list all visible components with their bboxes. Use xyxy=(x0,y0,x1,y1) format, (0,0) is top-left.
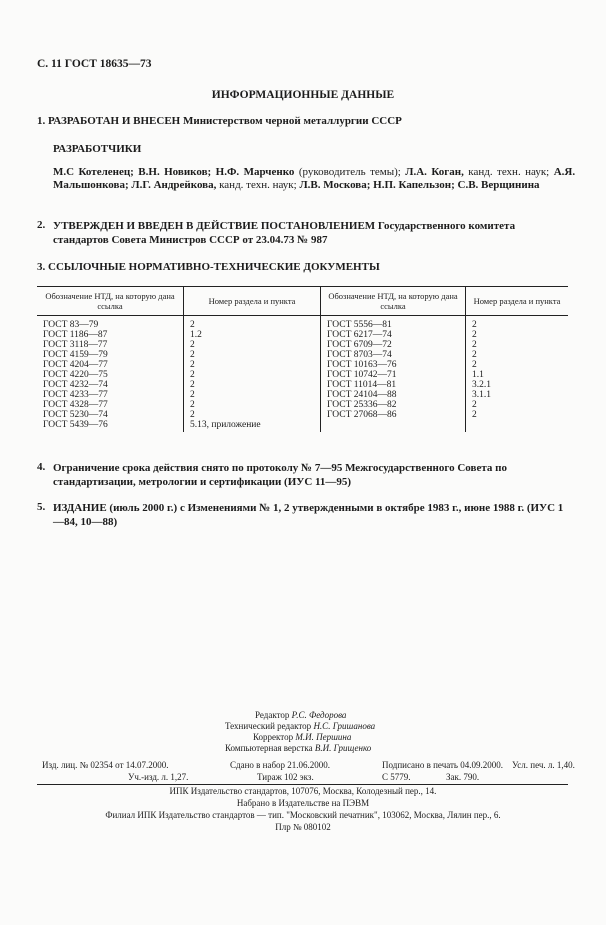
table-cell: ГОСТ 4204—77 xyxy=(43,360,108,370)
table-cell: ГОСТ 3118—77 xyxy=(43,340,108,350)
section-1 xyxy=(37,115,402,127)
credits-block xyxy=(225,710,375,754)
section-2-heading: УТВЕРЖДЕН И ВВЕДЕН В ДЕЙСТВИЕ ПОСТАНОВЛЕНИЕМ xyxy=(53,220,376,232)
developer-name: Н.Ф. Марченко xyxy=(215,166,295,178)
section-5-number: 5. xyxy=(37,501,46,513)
table-cell: 3.2.1 xyxy=(472,380,491,390)
credit-person: Р.С. Федорова xyxy=(291,710,347,720)
section-1-heading: РАЗРАБОТАН И ВНЕСЕН xyxy=(48,115,181,127)
developer-name: С.В. Верщинина xyxy=(457,179,540,191)
left-section-column xyxy=(184,316,321,433)
publisher-address: ИПК Издательство стандартов, 107076, Москва, Колодезный пер., 14. xyxy=(169,786,437,796)
copies: Тираж 102 экз. xyxy=(257,772,314,782)
table-cell: ГОСТ 27068—86 xyxy=(327,410,397,420)
developer-name: А.Я. Мальшонкова; xyxy=(53,166,576,191)
table-cell: 2 xyxy=(190,360,195,370)
developer-name: Л.А. Коган, xyxy=(405,166,464,178)
developers-list xyxy=(53,166,575,192)
table-cell: 2 xyxy=(190,400,195,410)
table-cell: ГОСТ 4233—77 xyxy=(43,390,108,400)
table-cell: 2 xyxy=(190,410,195,420)
table-cell: 5.13, приложение xyxy=(190,420,261,430)
page-title: ИНФОРМАЦИОННЫЕ ДАННЫЕ xyxy=(211,89,395,101)
col-header-ntd-left: Обозначение НТД, на которую дана ссылка xyxy=(37,287,184,316)
developer-role: канд. техн. наук; xyxy=(219,179,297,191)
section-2 xyxy=(53,219,573,247)
publishing-sheets: Уч.-изд. л. 1,27. xyxy=(128,772,189,782)
table-cell: ГОСТ 1186—87 xyxy=(43,330,108,340)
table-cell: 2 xyxy=(190,340,195,350)
table-cell: ГОСТ 5556—81 xyxy=(327,320,392,330)
section-5-text: (июль 2000 г.) с Изменениями № 1, 2 утвержденными в октябре 1983 г., июне 1988 г. (ИУС 1—84, 10—88) xyxy=(53,502,564,528)
credit-person: В.И. Грищенко xyxy=(314,743,372,753)
table-cell: ГОСТ 4159—79 xyxy=(43,350,108,360)
table-cell: 2 xyxy=(472,400,477,410)
credit-tech-editor xyxy=(225,721,375,732)
section-5 xyxy=(53,501,573,529)
table-cell: ГОСТ 4220—75 xyxy=(43,370,108,380)
branch-address: Филиал ИПК Издательство стандартов — тип. "Московский печатник", 103062, Москва, Лялин пер., 6. xyxy=(105,810,501,820)
section-2-number: 2. xyxy=(37,219,46,231)
developer-name: Н.П. Капельзон; xyxy=(373,179,455,191)
developer-name: Л.В. Москова; xyxy=(299,179,371,191)
references-table xyxy=(37,286,568,432)
table-cell: 2 xyxy=(190,350,195,360)
table-cell: ГОСТ 83—79 xyxy=(43,320,99,330)
table-cell: ГОСТ 8703—74 xyxy=(327,350,392,360)
order-c: С 5779. xyxy=(382,772,411,782)
credit-label: Корректор xyxy=(253,732,294,742)
section-4-text: Ограничение срока действия снято по протоколу № 7—95 Межгосударственного Совета по стандартизации, метрологии и сертификации (ИУС 11—95) xyxy=(53,462,507,488)
table-cell: ГОСТ 10742—71 xyxy=(327,370,397,380)
typeset-note: Набрано в Издательстве на ПЭВМ xyxy=(236,798,370,808)
table-cell: ГОСТ 24104—88 xyxy=(327,390,397,400)
print-sheets: Усл. печ. л. 1,40. xyxy=(512,760,575,770)
table-cell: 1.2 xyxy=(190,330,202,340)
table-cell: 2 xyxy=(472,410,477,420)
credit-editor xyxy=(225,710,375,721)
table-header-row xyxy=(37,287,568,316)
developer-name: М.С Котеленец; xyxy=(53,166,134,178)
table-cell: ГОСТ 5439—76 xyxy=(43,420,108,430)
section-1-number: 1. xyxy=(37,115,46,127)
table-cell: 1.1 xyxy=(472,370,484,380)
section-3-number: 3. xyxy=(37,261,46,273)
section-4-number: 4. xyxy=(37,461,46,473)
table-cell: 2 xyxy=(472,330,477,340)
divider xyxy=(37,784,568,785)
section-1-text: Министерством черной металлургии СССР xyxy=(182,115,402,127)
table-cell: ГОСТ 11014—81 xyxy=(327,380,397,390)
table-cell: 2 xyxy=(190,320,195,330)
credit-person: Н.С. Гришанова xyxy=(313,721,376,731)
plr-number: Плр № 080102 xyxy=(275,822,331,832)
credit-label: Компьютерная верстка xyxy=(225,743,313,753)
table-cell: 2 xyxy=(190,380,195,390)
table-cell: 2 xyxy=(472,320,477,330)
table-cell: ГОСТ 6709—72 xyxy=(327,340,392,350)
section-3 xyxy=(37,261,380,273)
section-5-heading: ИЗДАНИЕ xyxy=(53,502,107,514)
credit-person: М.И. Першина xyxy=(295,732,352,742)
developer-name: В.Н. Новиков; xyxy=(138,166,212,178)
table-cell: 2 xyxy=(190,370,195,380)
left-ntd-column xyxy=(37,316,184,433)
right-section-column xyxy=(466,316,569,433)
table-cell: ГОСТ 6217—74 xyxy=(327,330,392,340)
table-cell: ГОСТ 5230—74 xyxy=(43,410,108,420)
table-cell: ГОСТ 4328—77 xyxy=(43,400,108,410)
table-cell: ГОСТ 25336—82 xyxy=(327,400,397,410)
order-number: Зак. 790. xyxy=(446,772,480,782)
table-cell: ГОСТ 10163—76 xyxy=(327,360,397,370)
sent-to-typeset: Сдано в набор 21.06.2000. xyxy=(230,760,331,770)
license-number: Изд. лиц. № 02354 от 14.07.2000. xyxy=(42,760,169,770)
table-cell: 2 xyxy=(472,360,477,370)
table-cell: 2 xyxy=(472,350,477,360)
developer-name: Л.Г. Андрейкова, xyxy=(131,179,217,191)
signed-to-print: Подписано в печать 04.09.2000. xyxy=(382,760,504,770)
table-cell: 3.1.1 xyxy=(472,390,491,400)
col-header-ntd-right: Обозначение НТД, на которую дана ссылка xyxy=(321,287,466,316)
table-cell: ГОСТ 4232—74 xyxy=(43,380,108,390)
section-2-text: Государственного комитета стандартов Совета Министров СССР от 23.04.73 № 987 xyxy=(53,220,516,246)
col-header-section-right: Номер раздела и пункта xyxy=(466,287,569,316)
col-header-section-left: Номер раздела и пункта xyxy=(184,287,321,316)
table-body-row xyxy=(37,316,568,433)
credit-proofreader xyxy=(225,732,375,743)
credit-label: Редактор xyxy=(255,710,290,720)
right-ntd-column xyxy=(321,316,466,433)
credit-layout xyxy=(225,743,375,754)
developer-role: (руководитель темы); xyxy=(298,166,401,178)
page-header: С. 11 ГОСТ 18635—73 xyxy=(37,58,152,70)
credit-label: Технический редактор xyxy=(225,721,312,731)
developer-role: канд. техн. наук; xyxy=(468,166,550,178)
developers-heading: РАЗРАБОТЧИКИ xyxy=(53,143,142,155)
section-3-heading: ССЫЛОЧНЫЕ НОРМАТИВНО-ТЕХНИЧЕСКИЕ ДОКУМЕНТЫ xyxy=(48,261,380,273)
table-cell: 2 xyxy=(190,390,195,400)
table-cell: 2 xyxy=(472,340,477,350)
